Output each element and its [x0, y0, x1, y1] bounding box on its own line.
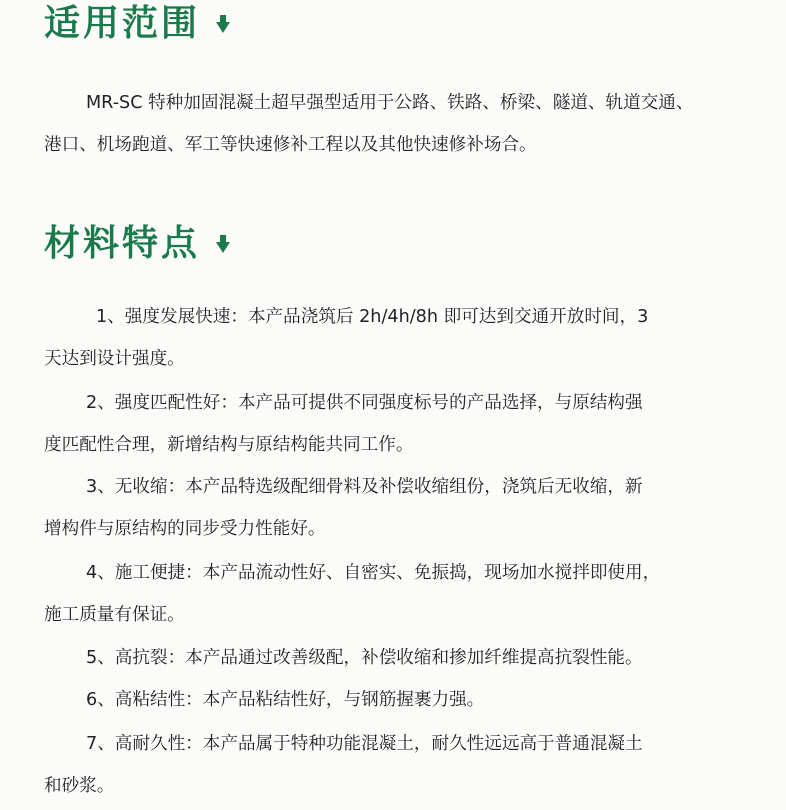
feature-line: 施工质量有保证。	[44, 605, 185, 625]
down-arrow-icon	[214, 13, 232, 35]
feature-line: 增构件与原结构的同步受力性能好。	[44, 519, 326, 539]
feature-line: 2、强度匹配性好：本产品可提供不同强度标号的产品选择，与原结构强	[86, 393, 643, 413]
feature-line: 7、高耐久性：本产品属于特种功能混凝土，耐久性远远高于普通混凝土	[86, 734, 643, 754]
feature-line: 天达到设计强度。	[44, 349, 185, 369]
features-title: 材料特点	[44, 223, 201, 264]
down-arrow-icon	[214, 233, 232, 255]
feature-item-4	[44, 552, 754, 636]
scope-line: MR-SC 特种加固混凝土超早强型适用于公路、铁路、桥梁、隧道、轨道交通、	[86, 93, 694, 113]
feature-line: 4、施工便捷：本产品流动性好、自密实、免振捣，现场加水搅拌即使用，	[86, 563, 661, 583]
scope-paragraph	[44, 82, 754, 166]
feature-item-6	[44, 679, 754, 721]
feature-line: 1、强度发展快速：本产品浇筑后 2h/4h/8h 即可达到交通开放时间，3	[96, 307, 649, 327]
feature-item-3	[44, 466, 754, 550]
feature-item-2	[44, 382, 754, 466]
feature-line: 5、高抗裂：本产品通过改善级配，补偿收缩和掺加纤维提高抗裂性能。	[86, 648, 643, 668]
scope-line: 港口、机场跑道、军工等快速修补工程以及其他快速修补场合。	[44, 135, 537, 155]
scope-title: 适用范围	[44, 3, 201, 44]
scope-heading	[44, 3, 232, 44]
feature-line: 3、无收缩：本产品特选级配细骨料及补偿收缩组份，浇筑后无收缩，新	[86, 477, 643, 497]
feature-line: 和砂浆。	[44, 776, 115, 796]
feature-item-1	[44, 296, 754, 380]
features-heading	[44, 223, 232, 264]
feature-item-5	[44, 637, 754, 679]
feature-line: 度匹配性合理，新增结构与原结构能共同工作。	[44, 435, 414, 455]
feature-line: 6、高粘结性：本产品粘结性好，与钢筋握裹力强。	[86, 690, 485, 710]
feature-item-7	[44, 723, 754, 807]
